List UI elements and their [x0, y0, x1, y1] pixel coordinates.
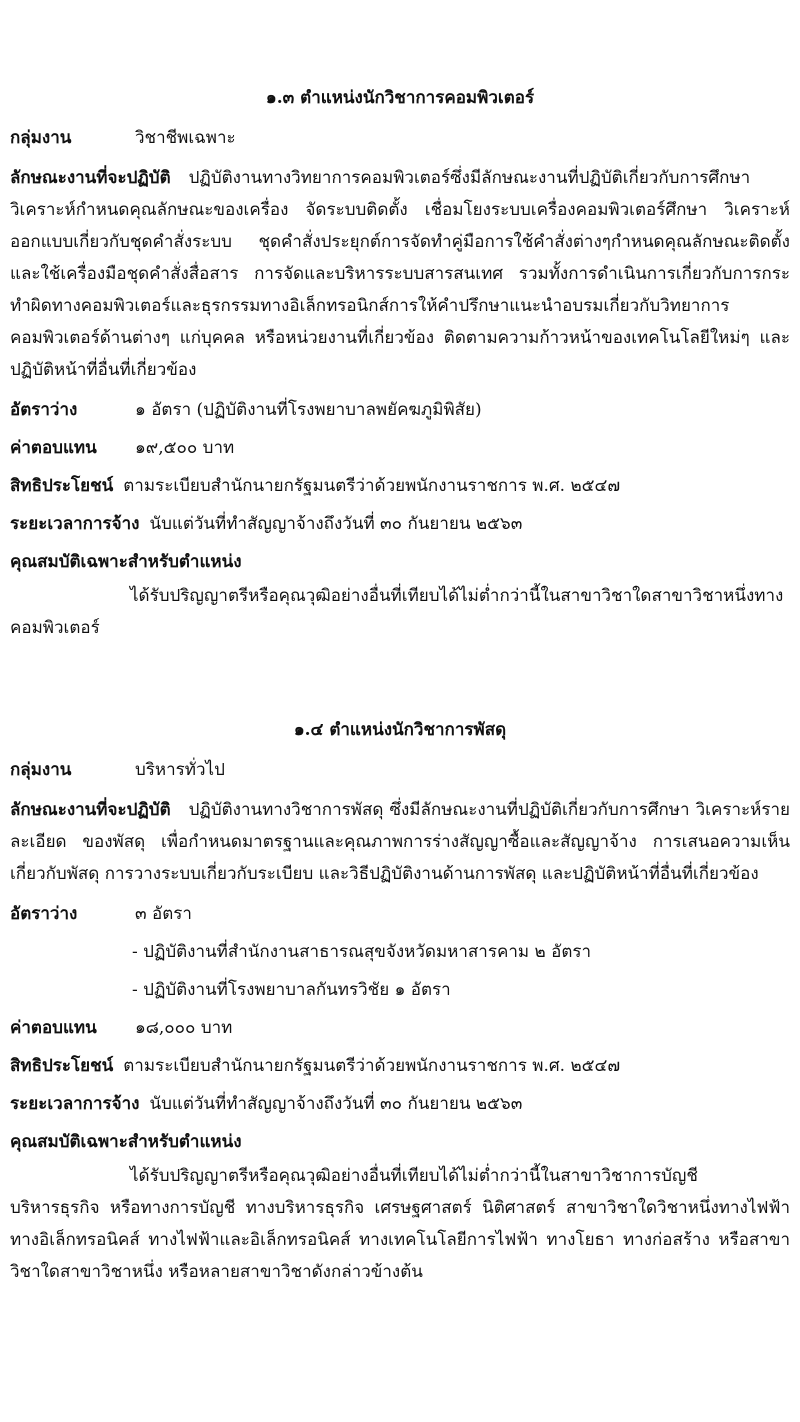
qualification-text: ได้รับปริญญาตรีหรือคุณวุฒิอย่างอื่นที่เทียบได้ไม่ต่ำกว่านี้ในสาขาวิชาการบัญชี บริหารธุรกิจ หรือทางการบัญชี ทางบริหารธุรกิจ เศรษฐศาสตร์ นิติศาสตร์ สาขาวิชาใดวิชาหนึ่งทางไฟฟ้า ทางอิเล็กทรอนิคส์ ทางไฟฟ้าและอิเล็กทรอนิคส์ ทางเทคโนโลยีการไฟฟ้า ทางโยธา ทางก่อสร้าง หรือสาขาวิชาใดสาขาวิชาหนึ่ง หรือหลายสาขาวิชาดังกล่าวข้างต้น: [10, 1166, 790, 1282]
qualification-title: คุณสมบัติเฉพาะสำหรับตำแหน่ง: [10, 1132, 242, 1152]
vacancy-label: อัตราว่าง: [10, 904, 78, 924]
duty-value: ปฏิบัติงานทางวิทยาการคอมพิวเตอร์ซึ่งมีลักษณะงานที่ปฏิบัติเกี่ยวกับการศึกษา วิเคราะห์กำหนดคุณลักษณะของเครื่อง จัดระบบติดตั้ง เชื่อมโยงระบบเครื่องคอมพิวเตอร์ศึกษา วิเคราะห์ ออกแบบเกี่ยวกับชุดคำสั่งระบบ ชุดคำสั่งประยุกต์การจัดทำคู่มือการใช้คำสั่งต่างๆกำหนดคุณลักษณะติดตั้ง และใช้เครื่องมือชุดคำสั่งสื่อสาร การจัดและบริหารระบบสารสนเทศ รวมทั้งการดำเนินการเกี่ยวกับการกระทำผิดทางคอมพิวเตอร์และธุรกรรมทางอิเล็กทรอนิกส์การให้คำปรึกษาแนะนำอบรมเกี่ยวกับวิทยาการคอมพิวเตอร์ด้านต่างๆ แก่บุคคล หรือหน่วยงานที่เกี่ยวข้อง ติดตามความก้าวหน้าของเทคโนโลยีใหม่ๆ และปฏิบัติหน้าที่อื่นที่เกี่ยวข้อง: [10, 168, 790, 380]
vacancy-item: - ปฏิบัติงานที่สำนักงานสาธารณสุขจังหวัดมหาสารคาม ๒ อัตรา: [132, 942, 592, 962]
group-row: [10, 756, 790, 784]
duty-paragraph: [10, 794, 790, 890]
qualification-text: ได้รับปริญญาตรีหรือคุณวุฒิอย่างอื่นที่เทียบได้ไม่ต่ำกว่านี้ในสาขาวิชาใดสาขาวิชาหนึ่งทางคอมพิวเตอร์: [10, 586, 784, 638]
term-value: นับแต่วันที่ทำสัญญาจ้างถึงวันที่ ๓๐ กันยายน ๒๕๖๓: [149, 1094, 523, 1114]
vacancy-row: [10, 900, 790, 928]
group-value: บริหารทั่วไป: [135, 760, 225, 780]
pay-row: [10, 434, 790, 462]
vacancy-value: ๑ อัตรา (ปฏิบัติงานที่โรงพยาบาลพยัคฆภูมิพิสัย): [135, 400, 482, 420]
benefit-row: [10, 472, 790, 500]
duty-value: ปฏิบัติงานทางวิชาการพัสดุ ซึ่งมีลักษณะงานที่ปฏิบัติเกี่ยวกับการศึกษา วิเคราะห์รายละเอียด ของพัสดุ เพื่อกำหนดมาตรฐานและคุณภาพการร่างสัญญาซื้อและสัญญาจ้าง การเสนอความเห็นเกี่ยวกับพัสดุ การวางระบบเกี่ยวกับระเบียบ และวิธีปฏิบัติงานด้านการพัสดุ และปฏิบัติหน้าที่อื่นที่เกี่ยวข้อง: [10, 800, 790, 884]
term-label: ระยะเวลาการจ้าง: [10, 514, 140, 534]
vacancy-label: อัตราว่าง: [10, 400, 78, 420]
pay-value: ๑๘,๐๐๐ บาท: [135, 1018, 233, 1038]
term-label: ระยะเวลาการจ้าง: [10, 1094, 140, 1114]
pay-value: ๑๙,๕๐๐ บาท: [135, 438, 235, 458]
vacancy-item: - ปฏิบัติงานที่โรงพยาบาลกันทรวิชัย ๑ อัตรา: [132, 980, 451, 1000]
section-computer-technical-officer: [10, 84, 790, 644]
group-label: กลุ่มงาน: [10, 760, 72, 780]
term-row: [10, 510, 790, 538]
benefit-row: [10, 1052, 790, 1080]
term-row: [10, 1090, 790, 1118]
pay-label: ค่าตอบแทน: [10, 438, 97, 458]
group-value: วิชาชีพเฉพาะ: [135, 128, 236, 148]
vacancy-row: [10, 396, 790, 424]
benefit-value: ตามระเบียบสำนักนายกรัฐมนตรีว่าด้วยพนักงานราชการ พ.ศ. ๒๕๔๗: [123, 1056, 621, 1076]
benefit-value: ตามระเบียบสำนักนายกรัฐมนตรีว่าด้วยพนักงานราชการ พ.ศ. ๒๕๔๗: [123, 476, 621, 496]
duty-label: ลักษณะงานที่จะปฏิบัติ: [10, 168, 171, 188]
section-procurement-officer: [10, 716, 790, 1288]
section-heading: ๑.๔ ตำแหน่งนักวิชาการพัสดุ: [293, 720, 507, 740]
benefit-label: สิทธิประโยชน์: [10, 476, 114, 496]
group-label: กลุ่มงาน: [10, 128, 72, 148]
pay-row: [10, 1014, 790, 1042]
duty-label: ลักษณะงานที่จะปฏิบัติ: [10, 800, 171, 820]
group-row: [10, 124, 790, 152]
section-heading: ๑.๓ ตำแหน่งนักวิชาการคอมพิวเตอร์: [265, 88, 535, 108]
benefit-label: สิทธิประโยชน์: [10, 1056, 114, 1076]
duty-paragraph: [10, 162, 790, 386]
qualification-title: คุณสมบัติเฉพาะสำหรับตำแหน่ง: [10, 552, 242, 572]
pay-label: ค่าตอบแทน: [10, 1018, 97, 1038]
vacancy-value: ๓ อัตรา: [135, 904, 192, 924]
term-value: นับแต่วันที่ทำสัญญาจ้างถึงวันที่ ๓๐ กันยายน ๒๕๖๓: [149, 514, 523, 534]
